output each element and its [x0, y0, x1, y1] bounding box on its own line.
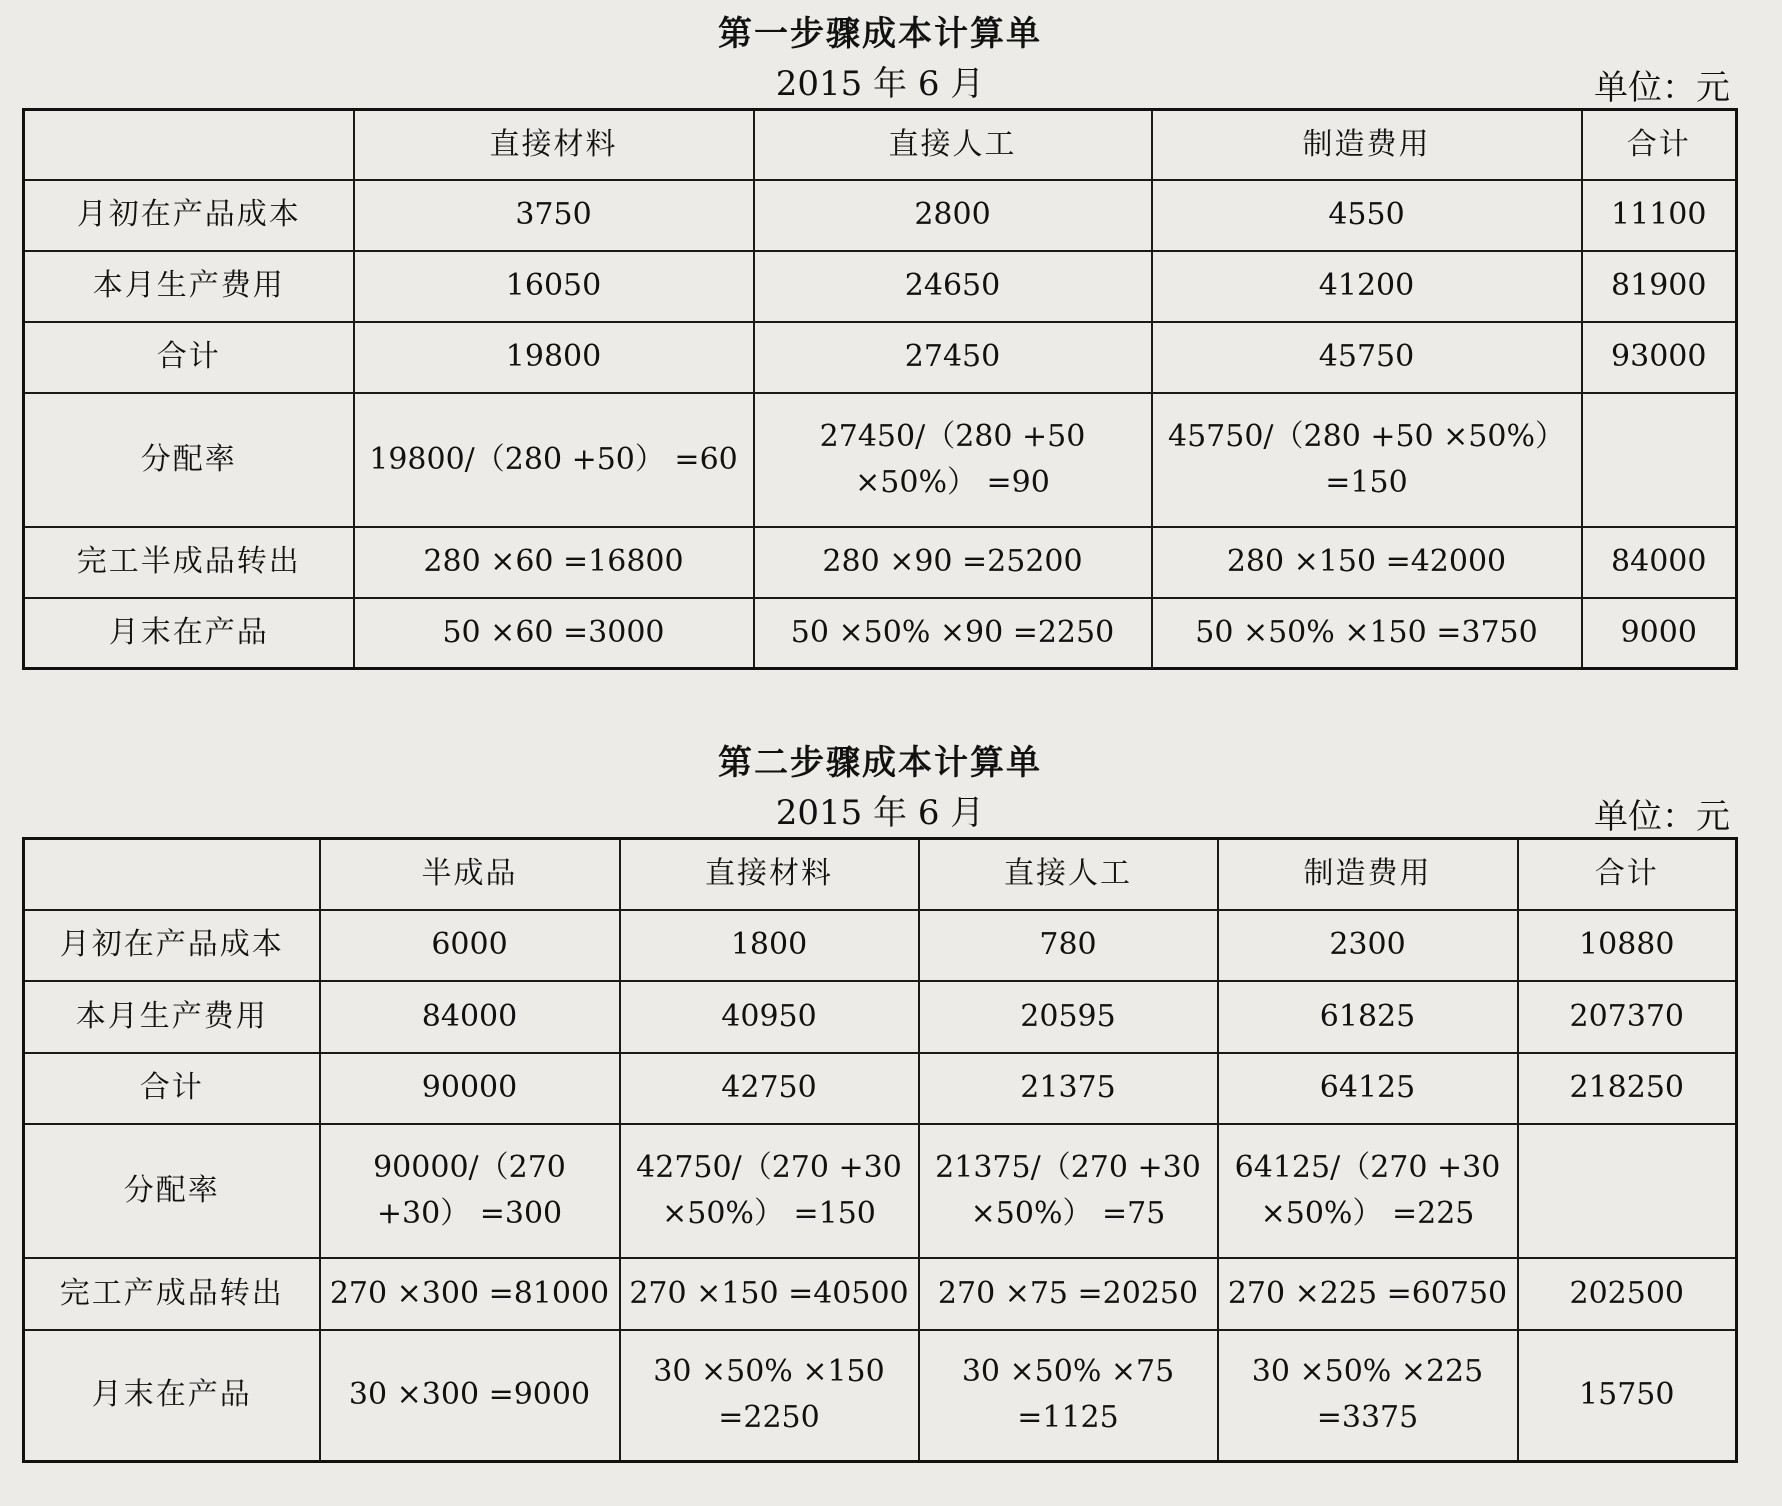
- table-cell: 64125/（270 +30 ×50%） =225: [1218, 1124, 1518, 1258]
- row-label: 月末在产品: [24, 598, 354, 669]
- table-cell: [1582, 393, 1737, 527]
- step2-header-row: [24, 839, 1737, 910]
- table-cell: 90000/（270 +30） =300: [320, 1124, 620, 1258]
- step2-header-total: 合计: [1518, 839, 1737, 910]
- table-cell: 280 ×60 =16800: [354, 527, 754, 598]
- table-row: [24, 322, 1737, 393]
- table-cell: 270 ×225 =60750: [1218, 1258, 1518, 1330]
- table-cell: 21375: [919, 1053, 1218, 1124]
- table-row: [24, 251, 1737, 322]
- table-cell: 64125: [1218, 1053, 1518, 1124]
- table-cell: 780: [919, 910, 1218, 981]
- step1-header-labor: 直接人工: [754, 110, 1152, 180]
- row-label: 合计: [24, 1053, 320, 1124]
- table-cell: 42750/（270 +30 ×50%） =150: [620, 1124, 919, 1258]
- step1-header-overhead: 制造费用: [1152, 110, 1582, 180]
- table-cell: 84000: [1582, 527, 1737, 598]
- table-cell: 42750: [620, 1053, 919, 1124]
- table-row: [24, 981, 1737, 1053]
- step1-header-material: 直接材料: [354, 110, 754, 180]
- table-row: [24, 393, 1737, 527]
- table-cell: 84000: [320, 981, 620, 1053]
- table-row: [24, 180, 1737, 251]
- row-label: 完工产成品转出: [24, 1258, 320, 1330]
- table-cell: 30 ×50% ×150 =2250: [620, 1330, 919, 1462]
- table-row: [24, 1053, 1737, 1124]
- row-label: 分配率: [24, 1124, 320, 1258]
- table-cell: 1800: [620, 910, 919, 981]
- step2-unit: 单位：元: [1594, 797, 1730, 837]
- table-cell: 9000: [1582, 598, 1737, 669]
- step2-header-labor: 直接人工: [919, 839, 1218, 910]
- table-cell: 50 ×60 =3000: [354, 598, 754, 669]
- row-label: 月初在产品成本: [24, 180, 354, 251]
- row-label: 分配率: [24, 393, 354, 527]
- step2-cost-table: [22, 837, 1738, 1463]
- table-cell: 202500: [1518, 1258, 1737, 1330]
- table-cell: 19800/（280 +50） =60: [354, 393, 754, 527]
- step2-header-material: 直接材料: [620, 839, 919, 910]
- table-cell: 3750: [354, 180, 754, 251]
- table-cell: 20595: [919, 981, 1218, 1053]
- table-row: [24, 1124, 1737, 1258]
- table-cell: 280 ×90 =25200: [754, 527, 1152, 598]
- table-row: [24, 527, 1737, 598]
- table-cell: 45750: [1152, 322, 1582, 393]
- table-cell: 50 ×50% ×150 =3750: [1152, 598, 1582, 669]
- table-cell: 40950: [620, 981, 919, 1053]
- table-cell: 30 ×50% ×75 =1125: [919, 1330, 1218, 1462]
- row-label: 合计: [24, 322, 354, 393]
- table-cell: 19800: [354, 322, 754, 393]
- step1-date: 2015 年 6 月: [775, 64, 985, 104]
- table-cell: 2300: [1218, 910, 1518, 981]
- step1-cost-table: [22, 108, 1738, 670]
- table-cell: 207370: [1518, 981, 1737, 1053]
- step2-title: 第二步骤成本计算单: [718, 743, 1042, 783]
- table-row: [24, 1258, 1737, 1330]
- table-cell: 50 ×50% ×90 =2250: [754, 598, 1152, 669]
- step1-title: 第一步骤成本计算单: [718, 14, 1042, 54]
- table-cell: 27450: [754, 322, 1152, 393]
- step1-header-total: 合计: [1582, 110, 1737, 180]
- step2-date: 2015 年 6 月: [775, 793, 985, 833]
- table-cell: 41200: [1152, 251, 1582, 322]
- table-cell: 2800: [754, 180, 1152, 251]
- row-label: 月初在产品成本: [24, 910, 320, 981]
- row-label: 完工半成品转出: [24, 527, 354, 598]
- step1-header-row: [24, 110, 1737, 180]
- table-cell: [1518, 1124, 1737, 1258]
- step1-unit: 单位：元: [1594, 68, 1730, 108]
- step2-header-semi-finished: 半成品: [320, 839, 620, 910]
- table-cell: 10880: [1518, 910, 1737, 981]
- row-label: 月末在产品: [24, 1330, 320, 1462]
- table-cell: 45750/（280 +50 ×50%） =150: [1152, 393, 1582, 527]
- step2-header-overhead: 制造费用: [1218, 839, 1518, 910]
- step1-header-blank: [24, 110, 354, 180]
- table-cell: 280 ×150 =42000: [1152, 527, 1582, 598]
- table-cell: 270 ×75 =20250: [919, 1258, 1218, 1330]
- table-cell: 270 ×150 =40500: [620, 1258, 919, 1330]
- table-cell: 61825: [1218, 981, 1518, 1053]
- table-cell: 30 ×50% ×225 =3375: [1218, 1330, 1518, 1462]
- table-cell: 24650: [754, 251, 1152, 322]
- table-row: [24, 1330, 1737, 1462]
- row-label: 本月生产费用: [24, 251, 354, 322]
- table-row: [24, 910, 1737, 981]
- table-cell: 81900: [1582, 251, 1737, 322]
- table-row: [24, 598, 1737, 669]
- table-cell: 93000: [1582, 322, 1737, 393]
- table-cell: 16050: [354, 251, 754, 322]
- table-cell: 21375/（270 +30 ×50%） =75: [919, 1124, 1218, 1258]
- table-cell: 90000: [320, 1053, 620, 1124]
- table-cell: 270 ×300 =81000: [320, 1258, 620, 1330]
- table-cell: 6000: [320, 910, 620, 981]
- table-cell: 30 ×300 =9000: [320, 1330, 620, 1462]
- table-cell: 27450/（280 +50 ×50%） =90: [754, 393, 1152, 527]
- table-cell: 11100: [1582, 180, 1737, 251]
- table-cell: 4550: [1152, 180, 1582, 251]
- table-cell: 218250: [1518, 1053, 1737, 1124]
- step2-header-blank: [24, 839, 320, 910]
- table-cell: 15750: [1518, 1330, 1737, 1462]
- row-label: 本月生产费用: [24, 981, 320, 1053]
